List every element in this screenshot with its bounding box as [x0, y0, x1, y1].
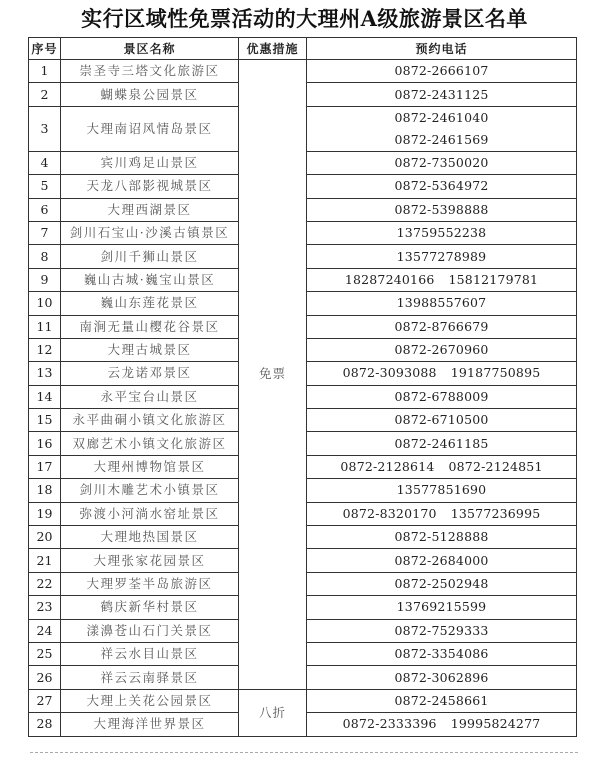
scenic-area-name: 大理海洋世界景区	[61, 713, 239, 736]
document-title: 实行区域性免票活动的大理州A级旅游景区名单	[81, 6, 528, 31]
bottom-divider	[30, 752, 578, 753]
row-number: 28	[29, 713, 61, 736]
header-phone: 预约电话	[307, 38, 577, 60]
booking-phone-cell	[307, 572, 577, 595]
scenic-area-name: 剑川石宝山·沙溪古镇景区	[61, 221, 239, 244]
row-number: 2	[29, 83, 61, 106]
table-row	[29, 60, 577, 83]
booking-phone-cell	[307, 198, 577, 221]
booking-phone-number: 0872-7350020	[394, 154, 489, 170]
booking-phone-cell	[307, 549, 577, 572]
scenic-area-name: 大理西湖景区	[61, 198, 239, 221]
row-number: 23	[29, 596, 61, 619]
booking-phone-number: 0872-2458661	[394, 692, 489, 708]
booking-phone-number: 0872-2502948	[394, 576, 489, 591]
booking-phone-cell	[307, 642, 577, 665]
booking-phone-number: 0872-2124851	[448, 459, 543, 475]
booking-phone-cell	[307, 619, 577, 642]
scenic-area-name: 大理南诏风情岛景区	[61, 106, 239, 151]
booking-phone-number: 0872-5128888	[394, 529, 489, 545]
scenic-area-name: 永平曲硐小镇文化旅游区	[61, 409, 239, 432]
row-number: 6	[29, 198, 61, 221]
scenic-area-name: 祥云水目山景区	[61, 642, 239, 665]
row-number: 9	[29, 268, 61, 291]
booking-phone-cell	[307, 60, 577, 83]
booking-phone-number: 18287240166	[344, 271, 435, 287]
row-number: 8	[29, 245, 61, 268]
row-number: 7	[29, 221, 61, 244]
booking-phone-number: 13759552238	[396, 225, 487, 241]
booking-phone-cell	[307, 526, 577, 549]
scenic-area-name: 大理张家花园景区	[61, 549, 239, 572]
booking-phone-number: 0872-8320170	[342, 505, 437, 521]
row-number: 19	[29, 502, 61, 525]
scenic-area-name: 大理上关花公园景区	[61, 689, 239, 712]
booking-phone-cell	[307, 689, 577, 712]
row-number: 4	[29, 151, 61, 174]
row-number: 27	[29, 689, 61, 712]
scenic-area-name: 大理古城景区	[61, 338, 239, 361]
booking-phone-number: 0872-2128614	[340, 459, 435, 475]
scenic-area-name: 大理地热国景区	[61, 526, 239, 549]
row-number: 16	[29, 432, 61, 455]
booking-phone-number: 0872-2461569	[394, 131, 489, 147]
booking-phone-cell	[307, 175, 577, 198]
row-number: 10	[29, 292, 61, 315]
booking-phone-cell	[307, 338, 577, 361]
booking-phone-number: 13988557607	[396, 295, 487, 311]
scenic-area-name: 剑川木雕艺术小镇景区	[61, 479, 239, 502]
measure-twenty-percent-off: 八折	[239, 689, 307, 736]
booking-phone-number: 0872-5364972	[394, 178, 489, 194]
booking-phone-number: 15812179781	[448, 271, 539, 287]
booking-phone-number: 0872-2431125	[394, 86, 489, 102]
booking-phone-cell	[307, 455, 577, 478]
booking-phone-number: 13577236995	[450, 505, 541, 521]
row-number: 14	[29, 385, 61, 408]
scenic-area-name: 云龙诺邓景区	[61, 362, 239, 385]
table-row	[29, 689, 577, 712]
booking-phone-number: 0872-2666107	[394, 63, 489, 79]
booking-phone-number: 0872-8766679	[394, 318, 489, 334]
scenic-area-name: 双廊艺术小镇文化旅游区	[61, 432, 239, 455]
scenic-area-name: 大理州博物馆景区	[61, 455, 239, 478]
scenic-area-name: 南涧无量山樱花谷景区	[61, 315, 239, 338]
booking-phone-cell	[307, 292, 577, 315]
booking-phone-cell	[307, 713, 577, 736]
booking-phone-cell	[307, 385, 577, 408]
booking-phone-cell	[307, 666, 577, 689]
row-number: 25	[29, 642, 61, 665]
scenic-area-name: 宾川鸡足山景区	[61, 151, 239, 174]
scenic-area-name: 巍山东莲花景区	[61, 292, 239, 315]
row-number: 26	[29, 666, 61, 689]
booking-phone-number: 0872-6710500	[394, 412, 489, 428]
booking-phone-cell	[307, 432, 577, 455]
row-number: 1	[29, 60, 61, 83]
scenic-area-name: 蝴蝶泉公园景区	[61, 83, 239, 106]
booking-phone-cell	[307, 315, 577, 338]
booking-phone-cell	[307, 409, 577, 432]
booking-phone-number: 0872-2461040	[394, 109, 489, 125]
booking-phone-number: 13577851690	[396, 482, 487, 498]
booking-phone-number: 0872-3062896	[394, 669, 489, 685]
scenic-area-name: 崇圣寺三塔文化旅游区	[61, 60, 239, 83]
booking-phone-number: 0872-2670960	[394, 342, 489, 358]
booking-phone-cell	[307, 151, 577, 174]
booking-phone-number: 13577278989	[396, 248, 487, 264]
booking-phone-number: 0872-6788009	[394, 388, 489, 404]
scenic-area-name: 天龙八部影视城景区	[61, 175, 239, 198]
header-name: 景区名称	[61, 38, 239, 60]
booking-phone-cell	[307, 596, 577, 619]
booking-phone-cell	[307, 479, 577, 502]
booking-phone-number: 0872-5398888	[394, 201, 489, 217]
scenic-area-table	[28, 37, 577, 737]
scenic-area-name: 鹤庆新华村景区	[61, 596, 239, 619]
row-number: 18	[29, 479, 61, 502]
booking-phone-number: 0872-2461185	[394, 435, 489, 451]
booking-phone-cell	[307, 221, 577, 244]
header-number: 序号	[29, 38, 61, 60]
scenic-area-name: 漾濞苍山石门关景区	[61, 619, 239, 642]
booking-phone-number: 0872-2684000	[394, 552, 489, 568]
row-number: 17	[29, 455, 61, 478]
row-number: 5	[29, 175, 61, 198]
row-number: 12	[29, 338, 61, 361]
table-body	[29, 60, 577, 737]
row-number: 21	[29, 549, 61, 572]
booking-phone-number: 0872-3093088	[342, 365, 437, 381]
row-number: 22	[29, 572, 61, 595]
row-number: 13	[29, 362, 61, 385]
booking-phone-number: 19187750895	[450, 365, 541, 381]
header-measure: 优惠措施	[239, 38, 307, 60]
booking-phone-number: 19995824277	[450, 716, 541, 732]
table-header-row	[29, 38, 577, 60]
booking-phone-cell	[307, 268, 577, 291]
row-number: 24	[29, 619, 61, 642]
row-number: 11	[29, 315, 61, 338]
scenic-area-name: 大理罗荃半岛旅游区	[61, 572, 239, 595]
measure-free-ticket: 免票	[239, 60, 307, 690]
booking-phone-cell	[307, 502, 577, 525]
booking-phone-cell	[307, 362, 577, 385]
booking-phone-number: 13769215599	[396, 599, 487, 615]
booking-phone-number: 0872-7529333	[394, 622, 489, 638]
scenic-area-name: 弥渡小河淌水窑址景区	[61, 502, 239, 525]
booking-phone-number: 0872-2333396	[342, 716, 437, 732]
booking-phone-number: 0872-3354086	[394, 646, 489, 662]
scenic-area-name: 剑川千狮山景区	[61, 245, 239, 268]
booking-phone-cell	[307, 83, 577, 106]
booking-phone-cell	[307, 106, 577, 151]
scenic-area-name: 永平宝台山景区	[61, 385, 239, 408]
row-number: 15	[29, 409, 61, 432]
booking-phone-cell	[307, 245, 577, 268]
row-number: 20	[29, 526, 61, 549]
row-number: 3	[29, 106, 61, 151]
scenic-area-name: 祥云云南驿景区	[61, 666, 239, 689]
scenic-area-name: 巍山古城·巍宝山景区	[61, 268, 239, 291]
